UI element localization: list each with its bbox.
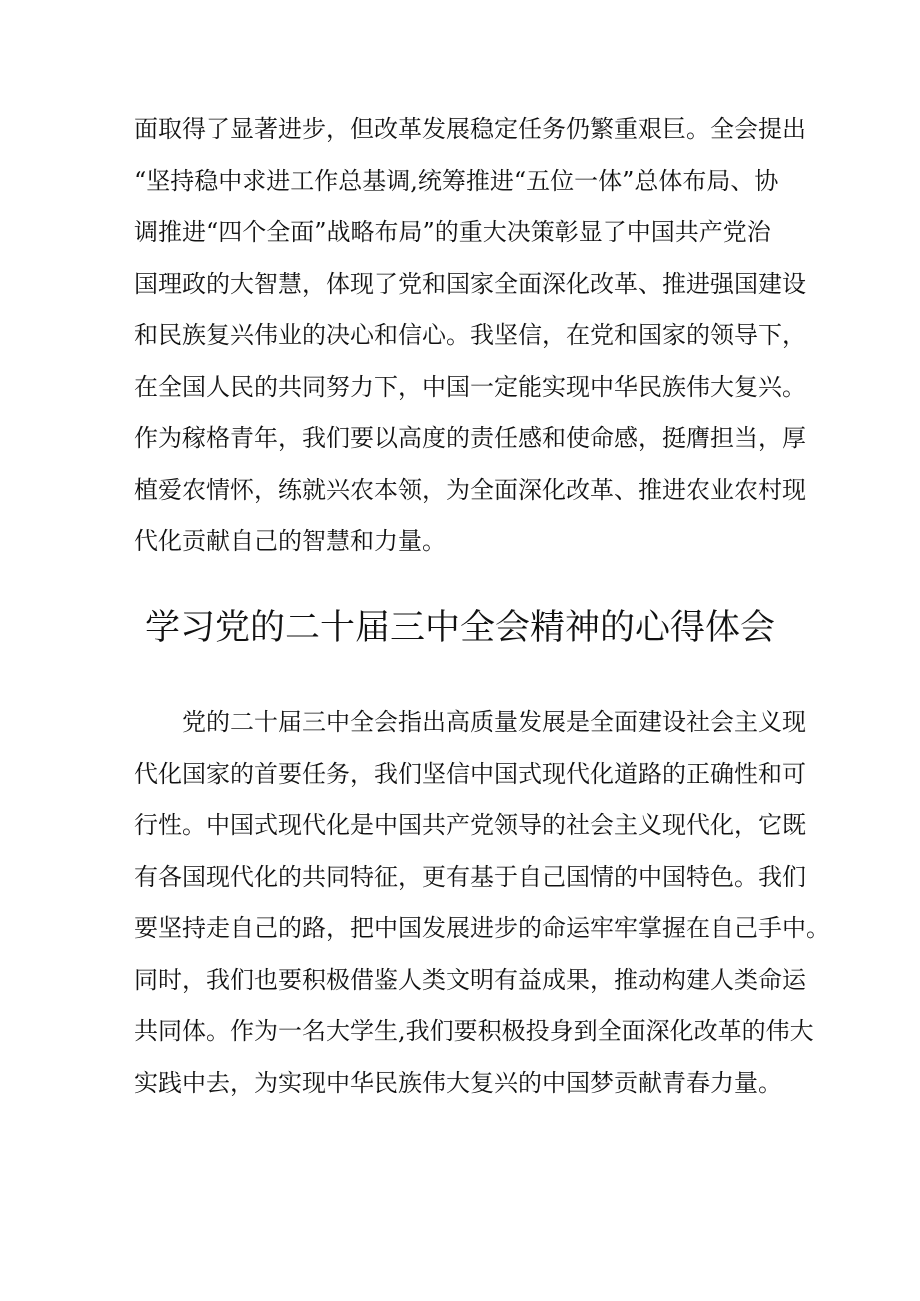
paragraph-continuation: [134, 104, 806, 568]
text-line: 共同体。作为一名大学生,我们要积极投身到全面深化改革的伟大: [134, 1017, 814, 1045]
section-title: 学习党的二十届三中全会精神的心得体会: [144, 608, 775, 648]
text-line: 在全国人民的共同努力下，中国一定能实现中华民族伟大复兴。: [134, 372, 806, 401]
text-line: 要坚持走自己的路，把中国发展进步的命运牢牢掌握在自己手中。: [134, 914, 830, 942]
text-line: 代化国家的首要任务，我们坚信中国式现代化道路的正确性和可: [134, 759, 806, 788]
text-line: 面取得了显著进步，但改革发展稳定任务仍繁重艰巨。全会提出: [134, 115, 806, 143]
paragraph-body: [134, 697, 830, 1109]
text-line: 党的二十届三中全会指出高质量发展是全面建设社会主义现: [134, 708, 806, 736]
text-line: 植爱农情怀，练就兴农本领，为全面深化改革、推进农业农村现: [134, 475, 806, 504]
text-line: 实践中去，为实现中华民族伟大复兴的中国梦贡献青春力量。: [134, 1068, 782, 1097]
text-line: 作为稼格青年，我们要以高度的责任感和使命感，挺膺担当，厚: [134, 424, 806, 452]
text-line: 和民族复兴伟业的决心和信心。我坚信，在党和国家的领导下，: [134, 321, 806, 349]
text-line: 代化贡献自己的智慧和力量。: [134, 527, 446, 555]
text-line: 行性。中国式现代化是中国共产党领导的社会主义现代化，它既: [134, 811, 806, 839]
text-line: 有各国现代化的共同特征，更有基于自己国情的中国特色。我们: [134, 862, 806, 891]
text-line: “坚持稳中求进工作总基调,统筹推进“五位一体”总体布局、协: [134, 166, 779, 195]
text-line: 调推进“四个全面”战略布局”的重大决策彰显了中国共产党治: [134, 218, 771, 246]
text-line: 同时，我们也要积极借鉴人类文明有益成果，推动构建人类命运: [134, 965, 806, 994]
text-line: 国理政的大智慧，体现了党和国家全面深化改革、推进强国建设: [134, 269, 806, 298]
